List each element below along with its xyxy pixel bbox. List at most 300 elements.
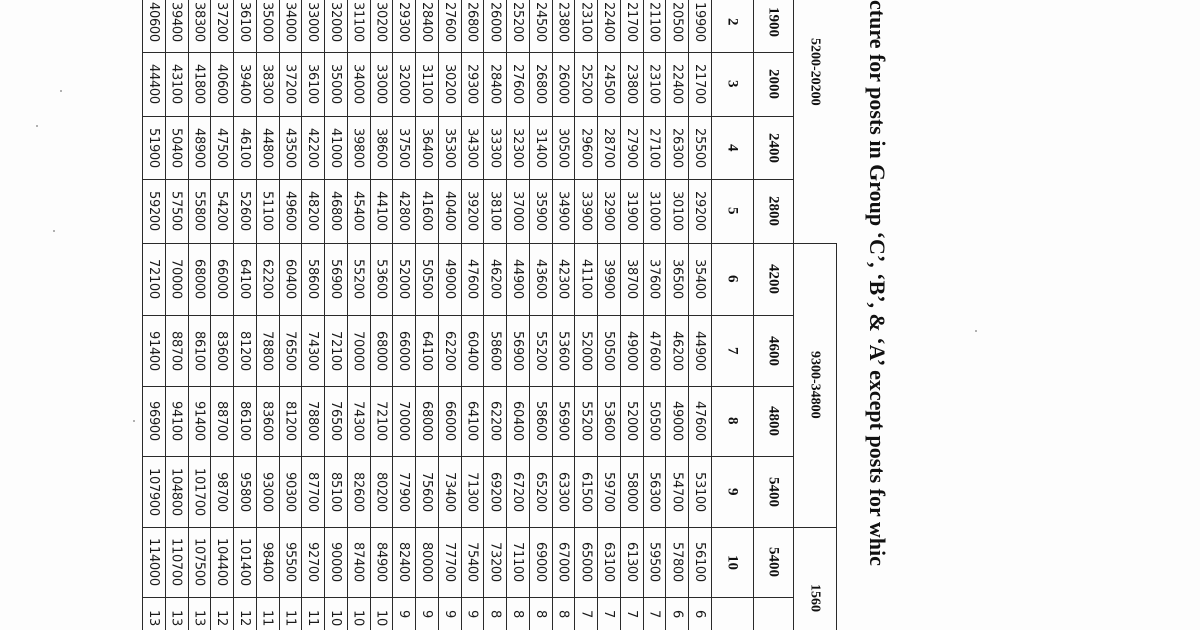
matrix-cell bbox=[665, 179, 688, 243]
matrix-cell bbox=[620, 386, 643, 456]
matrix-cell bbox=[279, 386, 302, 456]
cell-value: 53600 bbox=[555, 330, 571, 371]
grid-line bbox=[347, 0, 348, 630]
cell-value: 95500 bbox=[282, 542, 298, 582]
cell-value: 31000 bbox=[646, 191, 662, 231]
matrix-cell bbox=[483, 527, 506, 597]
cell-value: 11 bbox=[282, 610, 298, 626]
matrix-cell bbox=[210, 315, 233, 386]
scan-speck bbox=[53, 230, 55, 232]
cell-value: 50400 bbox=[168, 127, 184, 168]
matrix-cell bbox=[279, 597, 302, 630]
matrix-cell bbox=[347, 116, 370, 179]
matrix-cell bbox=[643, 386, 666, 456]
cell-value: 48200 bbox=[305, 191, 321, 231]
matrix-cell bbox=[301, 52, 324, 116]
matrix-cell bbox=[483, 386, 506, 456]
matrix-cell bbox=[483, 597, 506, 630]
matrix-cell bbox=[256, 386, 279, 456]
matrix-cell bbox=[415, 116, 438, 179]
grid-line bbox=[142, 243, 793, 244]
cell-value: 91400 bbox=[191, 401, 207, 441]
level-label: 3 bbox=[724, 80, 741, 88]
matrix-cell bbox=[165, 52, 188, 116]
matrix-cell bbox=[688, 527, 711, 597]
matrix-cell bbox=[529, 243, 552, 315]
matrix-cell bbox=[256, 315, 279, 386]
cell-value: 60400 bbox=[464, 330, 480, 371]
cell-value: 39900 bbox=[601, 259, 617, 299]
cell-value: 68000 bbox=[418, 401, 434, 441]
matrix-cell bbox=[233, 116, 256, 179]
cell-value: 12 bbox=[236, 610, 252, 626]
grid-line bbox=[665, 0, 666, 630]
matrix-cell bbox=[301, 386, 324, 456]
cell-value: 88700 bbox=[214, 401, 230, 441]
matrix-cell bbox=[279, 179, 302, 243]
matrix-cell bbox=[142, 52, 165, 116]
matrix-cell bbox=[188, 0, 211, 52]
matrix-cell bbox=[620, 116, 643, 179]
cell-value: 24500 bbox=[601, 64, 617, 104]
cell-value: 90300 bbox=[282, 471, 298, 512]
cell-value: 55200 bbox=[578, 401, 594, 441]
cell-value: 9 bbox=[441, 610, 457, 618]
grid-line bbox=[793, 243, 836, 244]
matrix-cell bbox=[529, 116, 552, 179]
matrix-cell bbox=[324, 52, 347, 116]
cell-value: 56900 bbox=[510, 330, 526, 371]
grid-line bbox=[620, 0, 621, 630]
matrix-cell bbox=[142, 0, 165, 52]
matrix-cell bbox=[233, 0, 256, 52]
cell-value: 43500 bbox=[282, 127, 298, 168]
cell-value: 46800 bbox=[327, 191, 343, 231]
cell-value: 32000 bbox=[396, 64, 412, 104]
matrix-cell bbox=[347, 527, 370, 597]
matrix-cell bbox=[688, 243, 711, 315]
matrix-cell bbox=[574, 315, 597, 386]
grid-line bbox=[574, 0, 575, 630]
cell-value: 27100 bbox=[646, 127, 662, 168]
cell-value: 52000 bbox=[578, 330, 594, 371]
cell-value: 6 bbox=[692, 610, 708, 618]
grade-pay-label: 5400 bbox=[765, 476, 782, 507]
matrix-cell bbox=[688, 179, 711, 243]
cell-value: 70000 bbox=[396, 401, 412, 441]
cell-value: 26800 bbox=[532, 64, 548, 104]
cell-value: 26800 bbox=[464, 2, 480, 42]
matrix-cell bbox=[461, 456, 484, 527]
matrix-cell bbox=[529, 386, 552, 456]
matrix-cell bbox=[483, 456, 506, 527]
grid-line bbox=[301, 0, 302, 630]
cell-value: 104800 bbox=[168, 467, 184, 516]
matrix-cell bbox=[392, 527, 415, 597]
cell-value: 78800 bbox=[259, 330, 275, 371]
cell-value: 98700 bbox=[214, 471, 230, 512]
grid-line bbox=[142, 315, 793, 316]
cell-value: 9 bbox=[464, 610, 480, 618]
grid-line bbox=[529, 0, 530, 630]
cell-value: 42800 bbox=[396, 191, 412, 231]
cell-value: 26000 bbox=[487, 2, 503, 42]
cell-value: 22400 bbox=[601, 2, 617, 42]
grade-pay bbox=[753, 527, 793, 597]
matrix-cell bbox=[324, 386, 347, 456]
cell-value: 62200 bbox=[259, 259, 275, 299]
cell-value: 21100 bbox=[646, 2, 662, 42]
matrix-cell bbox=[188, 116, 211, 179]
cell-value: 7 bbox=[623, 610, 639, 618]
cell-value: 86100 bbox=[236, 401, 252, 441]
cell-value: 59500 bbox=[646, 542, 662, 582]
matrix-cell bbox=[210, 386, 233, 456]
matrix-cell bbox=[347, 597, 370, 630]
cell-value: 44400 bbox=[145, 64, 161, 104]
cell-value: 73200 bbox=[487, 542, 503, 582]
matrix-cell bbox=[233, 315, 256, 386]
matrix-cell bbox=[688, 52, 711, 116]
matrix-cell bbox=[165, 243, 188, 315]
matrix-cell bbox=[188, 386, 211, 456]
matrix-cell bbox=[461, 179, 484, 243]
matrix-cell bbox=[438, 456, 461, 527]
cell-value: 43600 bbox=[532, 259, 548, 299]
matrix-cell bbox=[256, 243, 279, 315]
cell-value: 26000 bbox=[555, 64, 571, 104]
grid-line bbox=[142, 527, 793, 528]
matrix-cell bbox=[574, 116, 597, 179]
matrix-cell bbox=[506, 243, 529, 315]
grade-pay bbox=[753, 315, 793, 386]
matrix-cell bbox=[210, 116, 233, 179]
matrix-cell bbox=[347, 386, 370, 456]
matrix-cell bbox=[438, 0, 461, 52]
cell-value: 66000 bbox=[396, 330, 412, 371]
grade-pay-label: 2400 bbox=[765, 132, 782, 163]
matrix-cell bbox=[347, 0, 370, 52]
cell-value: 107500 bbox=[191, 538, 207, 586]
cell-value: 84900 bbox=[373, 542, 389, 582]
grid-line bbox=[415, 0, 416, 630]
matrix-cell bbox=[552, 243, 575, 315]
cell-value: 57800 bbox=[669, 542, 685, 582]
matrix-cell bbox=[620, 52, 643, 116]
cell-value: 20500 bbox=[669, 2, 685, 42]
cell-value: 9 bbox=[418, 610, 434, 618]
cell-value: 35900 bbox=[532, 191, 548, 231]
cell-value: 90000 bbox=[327, 542, 343, 582]
cell-value: 70000 bbox=[350, 330, 366, 371]
cell-value: 71300 bbox=[464, 471, 480, 512]
cell-value: 31100 bbox=[350, 2, 366, 42]
grid-line bbox=[506, 0, 507, 630]
cell-value: 41100 bbox=[578, 259, 594, 299]
pay-band-header bbox=[793, 243, 836, 527]
cell-value: 57500 bbox=[168, 191, 184, 231]
matrix-cell bbox=[415, 597, 438, 630]
matrix-cell bbox=[597, 52, 620, 116]
cell-value: 40600 bbox=[214, 64, 230, 104]
matrix-cell bbox=[620, 243, 643, 315]
cell-value: 33000 bbox=[373, 64, 389, 104]
cell-value: 56300 bbox=[646, 471, 662, 512]
matrix-cell bbox=[597, 386, 620, 456]
cell-value: 41600 bbox=[418, 191, 434, 231]
matrix-cell bbox=[279, 116, 302, 179]
cell-value: 28700 bbox=[601, 127, 617, 168]
matrix-cell bbox=[256, 456, 279, 527]
cell-value: 30200 bbox=[441, 64, 457, 104]
cell-value: 88700 bbox=[168, 330, 184, 371]
cell-value: 60400 bbox=[282, 259, 298, 299]
cell-value: 34000 bbox=[282, 2, 298, 42]
cell-value: 58600 bbox=[305, 259, 321, 299]
cell-value: 32300 bbox=[510, 127, 526, 168]
cell-value: 69000 bbox=[532, 542, 548, 582]
cell-value: 49600 bbox=[282, 191, 298, 231]
grade-pay-label: 2000 bbox=[765, 69, 782, 99]
cell-value: 55200 bbox=[532, 330, 548, 371]
grade-pay bbox=[753, 456, 793, 527]
cell-value: 7 bbox=[646, 610, 662, 618]
cell-value: 49000 bbox=[623, 330, 639, 371]
cell-value: 50500 bbox=[418, 259, 434, 299]
matrix-cell bbox=[597, 179, 620, 243]
matrix-cell bbox=[165, 386, 188, 456]
level-number bbox=[711, 243, 753, 315]
cell-value: 77900 bbox=[396, 471, 412, 512]
cell-value: 28400 bbox=[418, 2, 434, 42]
matrix-cell bbox=[256, 179, 279, 243]
matrix-cell bbox=[415, 527, 438, 597]
matrix-cell bbox=[665, 315, 688, 386]
level-label: 10 bbox=[724, 554, 741, 570]
matrix-cell bbox=[301, 0, 324, 52]
matrix-cell bbox=[210, 597, 233, 630]
cell-value: 8 bbox=[555, 610, 571, 618]
cell-value: 58600 bbox=[487, 330, 503, 371]
matrix-cell bbox=[665, 456, 688, 527]
matrix-cell bbox=[506, 315, 529, 386]
matrix-cell bbox=[552, 527, 575, 597]
matrix-cell bbox=[370, 243, 393, 315]
cell-value: 36100 bbox=[305, 64, 321, 104]
matrix-cell bbox=[688, 116, 711, 179]
matrix-cell bbox=[574, 243, 597, 315]
matrix-cell bbox=[620, 0, 643, 52]
matrix-cell bbox=[370, 386, 393, 456]
matrix-cell bbox=[188, 315, 211, 386]
cell-value: 21700 bbox=[623, 2, 639, 42]
grid-line bbox=[643, 0, 644, 630]
matrix-cell bbox=[483, 243, 506, 315]
matrix-cell bbox=[643, 243, 666, 315]
matrix-cell bbox=[461, 386, 484, 456]
pay-band-label: 1560 bbox=[807, 584, 823, 612]
cell-value: 36100 bbox=[236, 2, 252, 42]
matrix-cell bbox=[301, 597, 324, 630]
matrix-cell bbox=[438, 315, 461, 386]
cell-value: 44800 bbox=[259, 127, 275, 168]
cell-value: 93000 bbox=[259, 471, 275, 512]
cell-value: 27600 bbox=[441, 2, 457, 42]
matrix-cell bbox=[665, 243, 688, 315]
cell-value: 47500 bbox=[214, 127, 230, 168]
cell-value: 30200 bbox=[373, 2, 389, 42]
grid-line bbox=[793, 527, 836, 528]
cell-value: 76500 bbox=[327, 401, 343, 441]
matrix-cell bbox=[142, 179, 165, 243]
matrix-cell bbox=[324, 243, 347, 315]
level-label: 8 bbox=[724, 417, 741, 425]
cell-value: 50500 bbox=[601, 330, 617, 371]
cell-value: 39400 bbox=[168, 2, 184, 42]
matrix-cell bbox=[324, 179, 347, 243]
matrix-cell bbox=[552, 456, 575, 527]
cell-value: 8 bbox=[510, 610, 526, 618]
matrix-cell bbox=[597, 243, 620, 315]
matrix-cell bbox=[506, 527, 529, 597]
cell-value: 49000 bbox=[669, 401, 685, 441]
matrix-cell bbox=[142, 597, 165, 630]
matrix-cell bbox=[347, 52, 370, 116]
cell-value: 25200 bbox=[510, 2, 526, 42]
matrix-cell bbox=[506, 597, 529, 630]
pay-band-header bbox=[793, 38, 836, 188]
grid-line bbox=[461, 0, 462, 630]
grid-line bbox=[483, 0, 484, 630]
cell-value: 13 bbox=[168, 610, 184, 626]
cell-value: 110700 bbox=[168, 538, 184, 586]
cell-value: 70000 bbox=[168, 259, 184, 299]
cell-value: 63100 bbox=[601, 542, 617, 582]
cell-value: 35000 bbox=[327, 64, 343, 104]
matrix-cell bbox=[233, 243, 256, 315]
grid-line bbox=[210, 0, 211, 630]
cell-value: 107900 bbox=[145, 467, 161, 516]
matrix-cell bbox=[597, 527, 620, 597]
cell-value: 86100 bbox=[191, 330, 207, 371]
cell-value: 72100 bbox=[327, 330, 343, 371]
matrix-cell bbox=[665, 527, 688, 597]
level-label: 9 bbox=[724, 487, 741, 496]
grid-line bbox=[392, 0, 393, 630]
cell-value: 47600 bbox=[646, 330, 662, 371]
matrix-cell bbox=[506, 0, 529, 52]
matrix-cell bbox=[461, 0, 484, 52]
matrix-cell bbox=[210, 243, 233, 315]
matrix-cell bbox=[301, 116, 324, 179]
matrix-cell bbox=[665, 386, 688, 456]
cell-value: 34300 bbox=[464, 127, 480, 168]
matrix-cell bbox=[347, 179, 370, 243]
matrix-cell bbox=[643, 0, 666, 52]
cell-value: 47600 bbox=[464, 259, 480, 299]
grade-pay-label: 2800 bbox=[765, 196, 782, 226]
matrix-cell bbox=[301, 315, 324, 386]
cell-value: 67000 bbox=[555, 542, 571, 582]
matrix-cell bbox=[188, 179, 211, 243]
grid-line bbox=[370, 0, 371, 630]
cell-value: 44100 bbox=[373, 191, 389, 231]
cell-value: 38300 bbox=[259, 64, 275, 104]
cell-value: 45400 bbox=[350, 191, 366, 231]
matrix-cell bbox=[438, 243, 461, 315]
grid-line bbox=[142, 456, 793, 457]
matrix-cell bbox=[643, 597, 666, 630]
cell-value: 39400 bbox=[236, 64, 252, 104]
cell-value: 24500 bbox=[532, 2, 548, 42]
cell-value: 69200 bbox=[487, 471, 503, 512]
cell-value: 43100 bbox=[168, 64, 184, 104]
cell-value: 46200 bbox=[669, 330, 685, 371]
matrix-cell bbox=[188, 243, 211, 315]
matrix-cell bbox=[552, 179, 575, 243]
matrix-cell bbox=[483, 179, 506, 243]
matrix-cell bbox=[529, 597, 552, 630]
cell-value: 76500 bbox=[282, 330, 298, 371]
matrix-cell bbox=[529, 315, 552, 386]
matrix-cell bbox=[210, 527, 233, 597]
cell-value: 29200 bbox=[692, 191, 708, 231]
level-label: 6 bbox=[724, 275, 741, 283]
matrix-cell bbox=[574, 386, 597, 456]
cell-value: 81200 bbox=[282, 401, 298, 441]
cell-value: 32000 bbox=[327, 2, 343, 42]
matrix-cell bbox=[165, 0, 188, 52]
cell-value: 30500 bbox=[555, 127, 571, 168]
matrix-cell bbox=[165, 315, 188, 386]
cell-value: 94100 bbox=[168, 401, 184, 441]
cell-value: 60400 bbox=[510, 401, 526, 441]
matrix-cell bbox=[438, 386, 461, 456]
cell-value: 6 bbox=[669, 610, 685, 618]
matrix-cell bbox=[142, 456, 165, 527]
cell-value: 7 bbox=[601, 610, 617, 618]
cell-value: 44900 bbox=[692, 330, 708, 371]
cell-value: 78800 bbox=[305, 401, 321, 441]
cell-value: 64100 bbox=[236, 259, 252, 299]
matrix-cell bbox=[188, 527, 211, 597]
matrix-cell bbox=[506, 456, 529, 527]
grade-pay-label: 4600 bbox=[765, 335, 782, 366]
cell-value: 35400 bbox=[692, 259, 708, 299]
level-number bbox=[711, 386, 753, 456]
matrix-cell bbox=[210, 0, 233, 52]
cell-value: 29300 bbox=[396, 2, 412, 42]
cell-value: 55800 bbox=[191, 191, 207, 231]
matrix-cell bbox=[506, 386, 529, 456]
matrix-cell bbox=[597, 456, 620, 527]
cell-value: 37000 bbox=[510, 191, 526, 231]
matrix-cell bbox=[142, 243, 165, 315]
grade-pay-label: 1900 bbox=[765, 7, 782, 37]
grid-line bbox=[142, 52, 793, 53]
matrix-cell bbox=[415, 52, 438, 116]
matrix-cell bbox=[643, 116, 666, 179]
cell-value: 37600 bbox=[646, 259, 662, 299]
cell-value: 34000 bbox=[350, 64, 366, 104]
cell-value: 40600 bbox=[145, 2, 161, 42]
matrix-cell bbox=[529, 0, 552, 52]
grade-pay bbox=[753, 0, 793, 52]
matrix-cell bbox=[165, 456, 188, 527]
matrix-cell bbox=[233, 456, 256, 527]
matrix-cell bbox=[370, 527, 393, 597]
cell-value: 87700 bbox=[305, 471, 321, 512]
